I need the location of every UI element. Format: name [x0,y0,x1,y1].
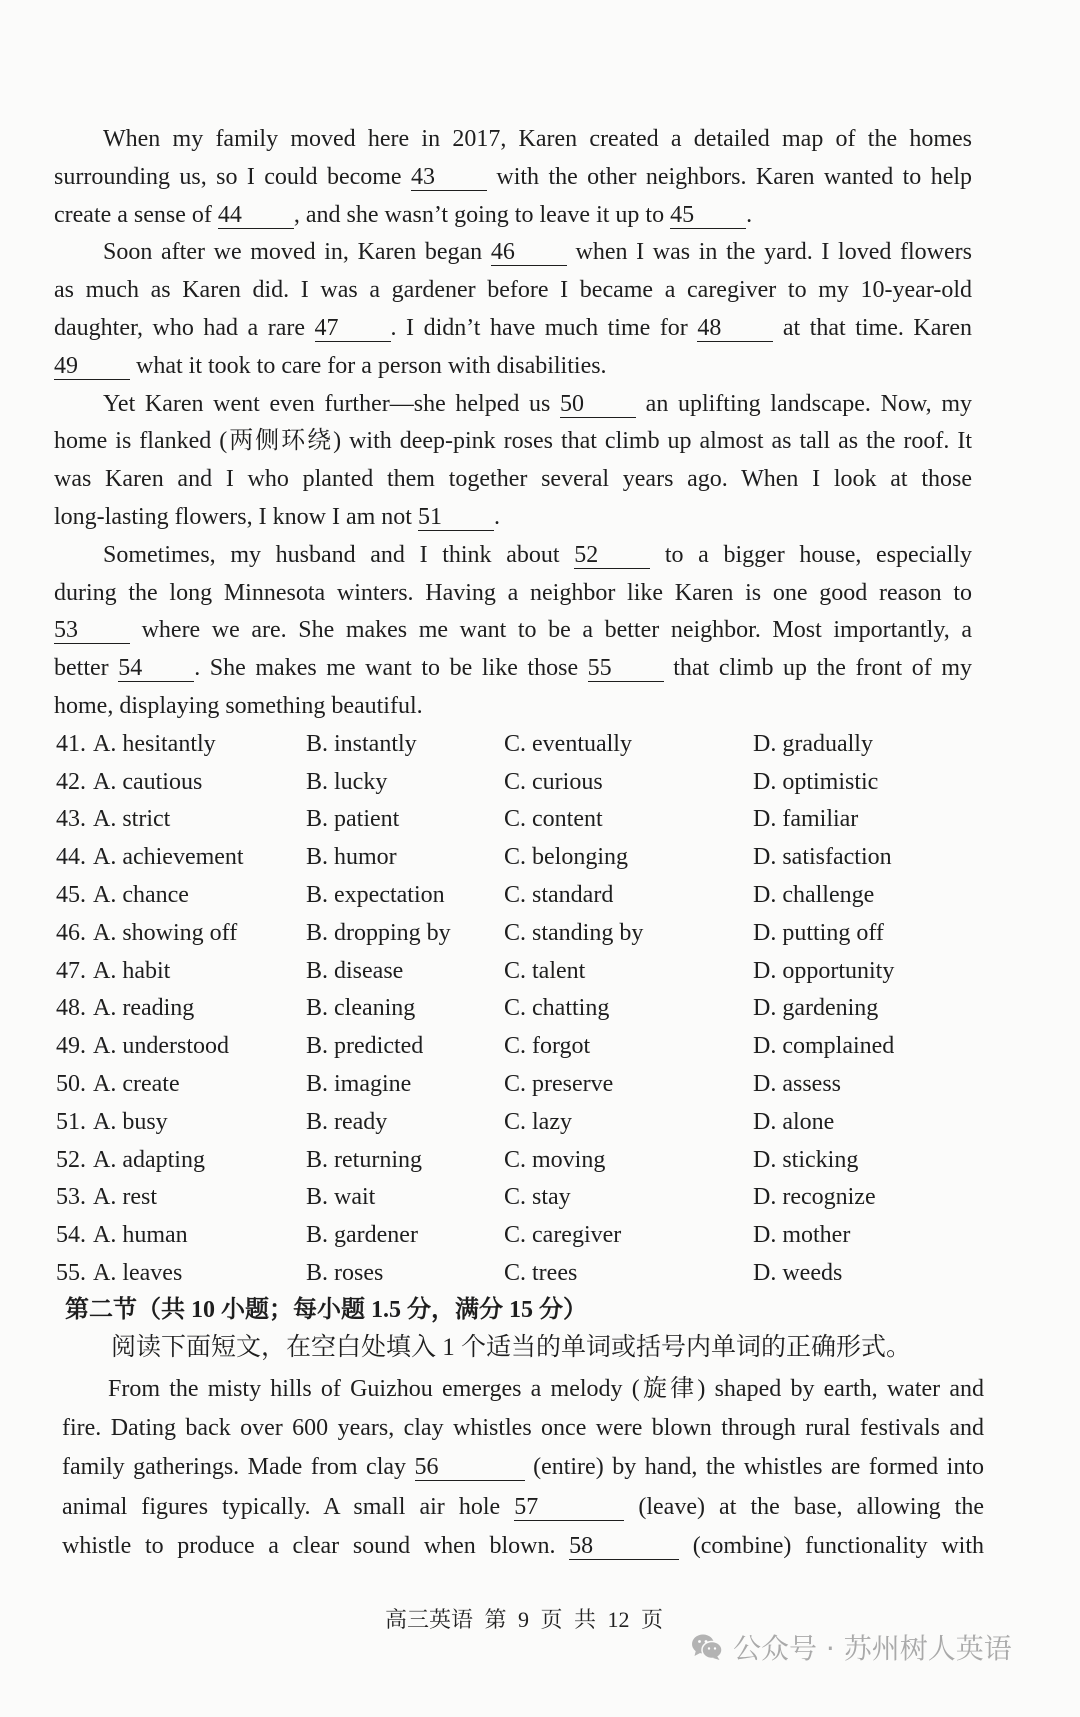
option-row [54,1179,972,1217]
option-c: C. curious [504,768,603,795]
cloze-paragraph [54,234,972,385]
text-line [54,234,972,272]
cloze-options-list [54,726,972,1293]
option-d: D. challenge [753,881,875,908]
watermark [691,1630,1012,1664]
answer-blank-51: 51 [418,504,494,531]
text-run: (entire) by hand, the whistles are formed into [524,1454,984,1481]
question-number: 55. [56,1259,86,1286]
option-a: A. habit [93,957,171,984]
option-b: B. returning [306,1146,422,1173]
text-line [54,612,972,650]
text-line [54,386,972,424]
answer-blank-44: 44 [218,202,294,229]
option-b: B. patient [306,806,400,833]
text-run: . [493,503,500,530]
option-c: C. caregiver [504,1222,622,1249]
text-line [54,650,972,688]
option-d: D. recognize [753,1184,876,1211]
answer-blank-47: 47 [315,315,391,342]
text-line [62,1448,984,1487]
option-d: D. sticking [753,1146,859,1173]
option-b: B. lucky [306,768,388,795]
text-run: (leave) at the base, allowing the [624,1493,984,1520]
text-run: as much as Karen did. I was a gardener before I became a caregiver to my 10-year-old [54,277,972,304]
option-c: C. moving [504,1146,606,1173]
answer-blank-52: 52 [574,542,650,569]
question-number: 43. [56,806,86,833]
option-a-cell [56,764,202,802]
question-number: 49. [56,1033,86,1060]
text-run: (combine) functionality with [679,1532,984,1559]
option-row [54,953,972,991]
question-number: 52. [56,1146,86,1173]
text-line [54,461,972,499]
option-c: C. stay [504,1184,571,1211]
option-row [54,877,972,915]
option-c: C. content [504,806,603,833]
text-run: what it took to care for a person with disabilities. [130,352,607,379]
cloze-paragraph [54,121,972,234]
question-number: 46. [56,919,86,946]
option-d: D. gardening [753,995,879,1022]
text-run: during the long Minnesota winters. Having a neighbor like Karen is one good reason to [54,579,972,606]
option-a-cell [56,801,170,839]
text-line [62,1527,984,1566]
text-line [54,348,972,386]
text-line [54,537,972,575]
answer-blank-58: 58 [569,1533,679,1560]
option-b: B. disease [306,957,404,984]
option-row [54,1028,972,1066]
answer-blank-46: 46 [491,239,567,266]
option-b: B. imagine [306,1070,412,1097]
option-a: A. hesitantly [93,730,216,757]
text-line [54,688,972,726]
option-c: C. chatting [504,995,610,1022]
text-run: at that time. Karen [773,314,972,341]
text-run: better [54,655,119,682]
option-c: C. forgot [504,1033,591,1060]
text-run: with the other neighbors. Karen wanted to help [486,163,972,190]
text-line [54,423,972,461]
answer-blank-54: 54 [118,655,194,682]
text-line [54,272,972,310]
option-a: A. leaves [93,1259,183,1286]
option-b: B. dropping by [306,919,451,946]
option-b: B. cleaning [306,995,416,1022]
option-a: A. busy [93,1108,168,1135]
text-run: . She makes me want to be like those [194,655,588,682]
text-run: . I didn’t have much time for [390,314,698,341]
text-line [62,1409,984,1448]
text-line [54,499,972,537]
text-run: that climb up the front of my [663,655,972,682]
option-b: B. expectation [306,881,445,908]
option-c: C. standing by [504,919,644,946]
text-line [62,1370,984,1409]
option-a-cell [56,1104,168,1142]
text-line [62,1488,984,1527]
text-run: to a bigger house, especially [650,541,972,568]
option-a-cell [56,1066,180,1104]
question-number: 50. [56,1070,86,1097]
option-row [54,801,972,839]
question-number: 47. [56,957,86,984]
answer-blank-49: 49 [54,353,130,380]
text-run: Yet Karen went even further—she helped us [103,390,561,417]
option-a: A. rest [93,1184,157,1211]
option-a-cell [56,726,216,764]
option-d: D. complained [753,1033,895,1060]
option-b: B. roses [306,1259,384,1286]
option-c: C. lazy [504,1108,572,1135]
option-row [54,1142,972,1180]
option-b: B. wait [306,1184,376,1211]
text-run: was Karen and I who planted them together several years ago. When I look at those [54,466,972,493]
text-run: , and she wasn’t going to leave it up to [293,201,671,228]
option-a: A. chance [93,881,189,908]
option-d: D. optimistic [753,768,879,795]
text-run: . [746,201,753,228]
section-instruction: 阅读下面短文，在空白处填入 1 个适当的单词或括号内单词的正确形式。 [111,1334,912,1361]
option-c: C. eventually [504,730,632,757]
wechat-icon [691,1633,723,1661]
option-a-cell [56,953,170,991]
option-d: D. alone [753,1108,835,1135]
text-run: animal figures typically. A small air hole [62,1493,515,1520]
option-c: C. talent [504,957,586,984]
option-d: D. weeds [753,1259,843,1286]
option-c: C. belonging [504,844,628,871]
text-run: daughter, who had a rare [54,314,315,341]
option-d: D. gradually [753,730,873,757]
text-run: where we are. She makes me want to be a better neighbor. Most importantly, a [130,617,972,644]
question-number: 48. [56,995,86,1022]
option-row [54,1255,972,1293]
text-run: home is flanked (两侧环绕) with deep-pink roses that climb up almost as tall as the roof. It [54,428,972,455]
text-run: long-lasting flowers, I know I am not [54,503,418,530]
text-run: From the misty hills of Guizhou emerges a melody (旋律) shaped by earth, water and [108,1376,984,1402]
text-line [54,121,972,159]
option-a: A. adapting [93,1146,205,1173]
option-a-cell [56,1217,188,1255]
option-c: C. preserve [504,1070,614,1097]
question-number: 54. [56,1222,86,1249]
answer-blank-57: 57 [514,1494,624,1521]
text-run: Soon after we moved in, Karen began [103,239,491,266]
text-run: Sometimes, my husband and I think about [103,541,575,568]
option-a: A. reading [93,995,195,1022]
option-b: B. gardener [306,1222,418,1249]
option-c: C. trees [504,1259,578,1286]
text-run: whistle to produce a clear sound when blown. [62,1532,570,1559]
text-line [54,310,972,348]
text-run: when I was in the yard. I loved flowers [566,239,972,266]
option-row [54,1104,972,1142]
option-d: D. assess [753,1070,841,1097]
option-a: A. create [93,1070,180,1097]
cloze-paragraph [54,537,972,726]
option-b: B. predicted [306,1033,424,1060]
cloze-paragraph [54,386,972,537]
answer-blank-50: 50 [560,391,636,418]
option-a: A. achievement [93,844,244,871]
option-a-cell [56,990,194,1028]
text-run: home, displaying something beautiful. [54,692,423,719]
text-run: fire. Dating back over 600 years, clay whistles once were blown through rural festivals and [62,1415,984,1442]
option-d: D. satisfaction [753,844,892,871]
option-a-cell [56,1179,157,1217]
option-c: C. standard [504,881,614,908]
option-a: A. understood [93,1033,229,1060]
watermark-text: 公众号 · 苏州树人英语 [733,1632,1012,1665]
section-heading: 第二节（共 10 小题；每小题 1.5 分，满分 15 分） [65,1297,587,1323]
text-run: When my family moved here in 2017, Karen created a detailed map of the homes [103,126,972,152]
option-a-cell [56,915,237,953]
option-a-cell [56,839,244,877]
option-a: A. human [93,1222,188,1249]
cloze-section [54,121,972,1293]
option-row [54,915,972,953]
option-b: B. ready [306,1108,388,1135]
text-run: surrounding us, so I could become [54,163,411,190]
answer-blank-53: 53 [54,617,130,644]
option-b: B. instantly [306,730,417,757]
option-row [54,764,972,802]
option-row [54,839,972,877]
answer-blank-43: 43 [411,164,487,191]
question-number: 41. [56,730,86,757]
grammar-fill-passage [62,1370,984,1566]
text-run: family gatherings. Made from clay [62,1454,415,1481]
question-number: 42. [56,768,86,795]
option-row [54,1217,972,1255]
option-b: B. humor [306,844,397,871]
answer-blank-56: 56 [415,1454,525,1481]
page-footer: 高三英语 第 9 页 共 12 页 [385,1607,664,1632]
answer-blank-48: 48 [697,315,773,342]
option-a-cell [56,877,189,915]
answer-blank-55: 55 [588,655,664,682]
option-row [54,726,972,764]
text-line [54,197,972,235]
text-line [54,159,972,197]
option-row [54,990,972,1028]
option-a-cell [56,1142,205,1180]
option-d: D. putting off [753,919,884,946]
option-a: A. showing off [93,919,238,946]
option-d: D. familiar [753,806,859,833]
text-line [54,575,972,613]
option-row [54,1066,972,1104]
option-d: D. opportunity [753,957,895,984]
option-a: A. cautious [93,768,203,795]
question-number: 53. [56,1184,86,1211]
option-a-cell [56,1255,182,1293]
question-number: 51. [56,1108,86,1135]
question-number: 44. [56,844,86,871]
answer-blank-45: 45 [670,202,746,229]
question-number: 45. [56,881,86,908]
text-run: create a sense of [54,201,218,228]
option-a: A. strict [93,806,171,833]
option-d: D. mother [753,1222,851,1249]
cloze-passage [54,121,972,726]
option-a-cell [56,1028,229,1066]
text-run: an uplifting landscape. Now, my [636,390,972,417]
